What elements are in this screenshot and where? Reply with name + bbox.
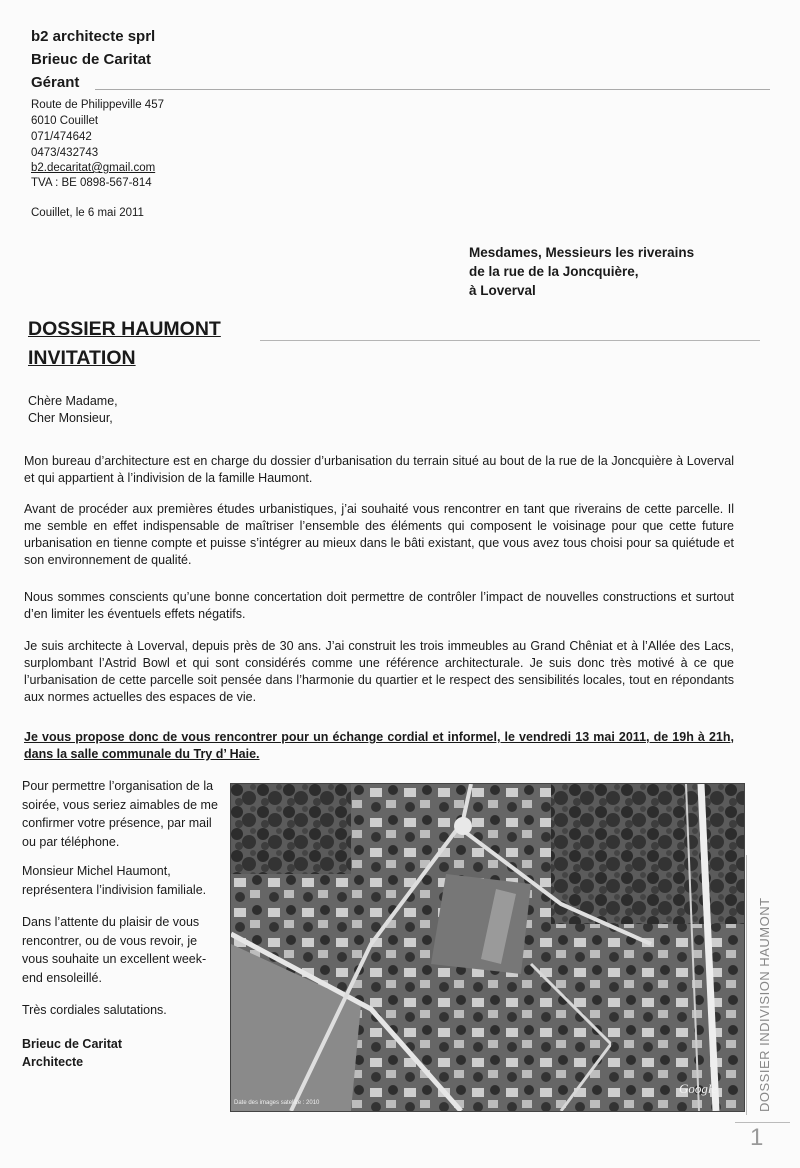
paragraph-1: Mon bureau d’architecture est en charge du dossier d’urbanisation du terrain situé au bout de la rue de la Joncquière à Loverval et qui appartient à l’indivision de la famille Haumont. <box>24 454 734 485</box>
sender-phone1: 071/474642 <box>31 131 92 143</box>
paragraph-3: Nous sommes conscients qu’une bonne concertation doit permettre de contrôler l’impact de nouvelles constructions et surtout d’en limiter les éventuels effets négatifs. <box>24 590 734 621</box>
sender-role: Gérant <box>31 74 80 91</box>
salutation-monsieur: Cher Monsieur, <box>28 411 113 425</box>
title-dossier: DOSSIER HAUMONT <box>28 318 221 340</box>
sidebar-text-1: Pour permettre l’organisation de la soirée, vous seriez aimables de me confirmer votre présence, par mail ou par téléphone. <box>22 779 218 849</box>
scan-line-2 <box>260 340 760 341</box>
aerial-map-drawing <box>231 784 744 1111</box>
paragraph-4: Je suis architecte à Loverval, depuis près de 30 ans. J’ai construit les trois immeubles au Grand Chêniat et à l’Allée des Lacs, surplombant l’Astrid Bowl et qui sont considérés comme une référence architecturale. Je suis donc très motivé à ce que l’urbanisation de cette parcelle soit pensée dans l’harmonie du quartier et le respect des sensibilités locales, tout en répondants aux normes actuelles des espaces de vie. <box>24 639 734 704</box>
sidebar-text-4: Très cordiales salutations. <box>22 1003 167 1017</box>
sidebar-text-2: Monsieur Michel Haumont, représentera l’indivision familiale. <box>22 864 207 897</box>
vertical-dossier-label: DOSSIER INDIVISION HAUMONT <box>757 897 772 1112</box>
aerial-map-image <box>230 783 745 1112</box>
company-name: b2 architecte sprl <box>31 28 156 45</box>
sidebar-text-3: Dans l’attente du plaisir de vous rencontrer, ou de vous revoir, je vous souhaite un excellent week-end ensoleillé. <box>22 915 207 985</box>
sender-phone2: 0473/432743 <box>31 147 99 159</box>
sender-email-link[interactable]: b2.decaritat@gmail.com <box>31 162 156 174</box>
page-number-rule <box>735 1122 790 1123</box>
title-invitation: INVITATION <box>28 347 136 369</box>
sender-city: 6010 Couillet <box>31 115 99 127</box>
paragraph-2: Avant de procéder aux premières études urbanistiques, j’ai souhaité vous rencontrer en tant que riverains de cette parcelle. Il me semble en effet indispensable de maîtriser l’ensemble des éléments qui composent le voisinage pour que cette future urbanisation en tienne compte et puisse s’intégrer au mieux dans le bâti existant, que vous avez tous choisi pour sa quiétude et son environnement de qualité. <box>24 502 734 567</box>
sender-name: Brieuc de Caritat <box>31 51 152 68</box>
signature-name: Brieuc de Caritat <box>22 1037 123 1051</box>
page-number: 1 <box>750 1124 764 1151</box>
sender-vat: TVA : BE 0898-567-814 <box>31 177 152 189</box>
recipient-line1: Mesdames, Messieurs les riverains <box>469 245 695 260</box>
recipient-line3: à Loverval <box>469 283 536 298</box>
recipient-line2: de la rue de la Joncquière, <box>469 264 639 279</box>
date-line: Couillet, le 6 mai 2011 <box>31 207 144 219</box>
signature-title: Architecte <box>22 1055 84 1069</box>
google-watermark: Google <box>679 1081 718 1096</box>
salutation-madame: Chère Madame, <box>28 394 118 408</box>
imagery-credit: Date des images satellite : 2010 <box>234 1100 320 1106</box>
scan-line <box>95 89 770 90</box>
invitation-paragraph: Je vous propose donc de vous rencontrer pour un échange cordial et informel, le vendredi 13 mai 2011, de 19h à 21h, dans la salle communale du Try d’ Haie. <box>24 730 734 761</box>
sender-address: Route de Philippeville 457 <box>31 99 164 111</box>
